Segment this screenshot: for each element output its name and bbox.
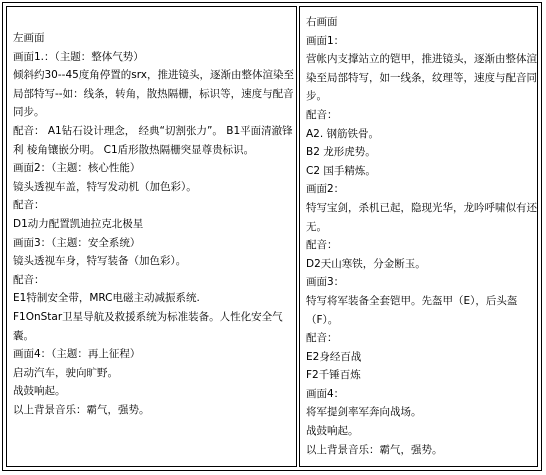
left-line: 镜头透视车身，特写装备（加色彩）。 [13, 255, 187, 268]
right-line: A2. 钢筋铁骨。 [306, 127, 380, 140]
right-line: 画面1： [306, 34, 345, 47]
right-line: 画面4： [306, 387, 345, 400]
right-line: 配音： [306, 332, 338, 345]
right-line: 配音： [306, 239, 338, 252]
right-column [299, 6, 538, 467]
left-column [6, 6, 297, 467]
right-line: F2千锤百炼 [306, 369, 361, 382]
right-line: 以上背景音乐：霸气，强势。 [306, 443, 443, 456]
right-line: 配音： [306, 108, 338, 121]
left-line: E1特制安全带，MRC电磁主动减振系统. [13, 292, 200, 305]
right-line: 特写将军装备全套铠甲。先盔甲（E），后头盔（F）。 [306, 294, 518, 326]
right-line: C2 国手精炼。 [306, 164, 376, 177]
right-line: 营帐内支撑站立的铠甲，推进镜头，逐渐由整体渲染至局部特写，如一线条，纹理等，速度与配音同步。 [306, 53, 537, 103]
left-line: 画面1.：（主题：整体气势） [13, 50, 144, 63]
left-line: 战鼓响起。 [13, 385, 66, 398]
left-line: 倾斜约30--45度角停置的srx，推进镜头，逐渐由整体渲染至局部特写--如：线条，转角，散热隔栅，标识等，速度与配音同步。 [13, 69, 295, 119]
right-line: 画面2： [306, 183, 345, 196]
left-line: 以上背景音乐：霸气，强势。 [13, 403, 150, 416]
left-line: 启动汽车，驶向旷野。 [13, 366, 118, 379]
right-line: 特写宝剑，杀机已起，隐现光华，龙吟呼啸似有还无。 [306, 201, 537, 233]
left-line: 镜头透视车盖，特写发动机（加色彩）。 [13, 180, 197, 193]
left-line: 配音： [13, 199, 45, 212]
left-line: 配音： A1钻石设计理念， 经典“切割张力”。 B1平面清澈锋利 棱角镶嵌分明。 C1盾形散热隔栅突显尊贵标识。 [13, 124, 293, 156]
script-table [2, 2, 542, 471]
right-line: 画面3： [306, 276, 345, 289]
left-line: 画面3：（主题：安全系统） [13, 236, 141, 249]
right-line: B2 龙形虎势。 [306, 146, 376, 159]
left-line: D1动力配置凯迪拉克北极星 [13, 217, 144, 230]
left-line: 画面4：（主题：再上征程） [13, 348, 141, 361]
left-column-heading: 左画面 [13, 32, 45, 44]
left-line: 画面2：（主题：核心性能） [13, 162, 141, 175]
right-line: D2天山寒铁，分金断玉。 [306, 257, 426, 270]
right-line: 战鼓响起。 [306, 425, 359, 438]
right-column-body [306, 32, 537, 460]
right-column-heading: 右画面 [306, 16, 338, 28]
right-line: E2身经百战 [306, 350, 362, 363]
left-line: F1OnStar卫星导航及救援系统为标准装备。人性化安全气囊。 [13, 310, 283, 342]
left-column-body [13, 48, 296, 420]
right-line: 将军提剑率军奔向战场。 [306, 406, 422, 419]
left-line: 配音： [13, 273, 45, 286]
